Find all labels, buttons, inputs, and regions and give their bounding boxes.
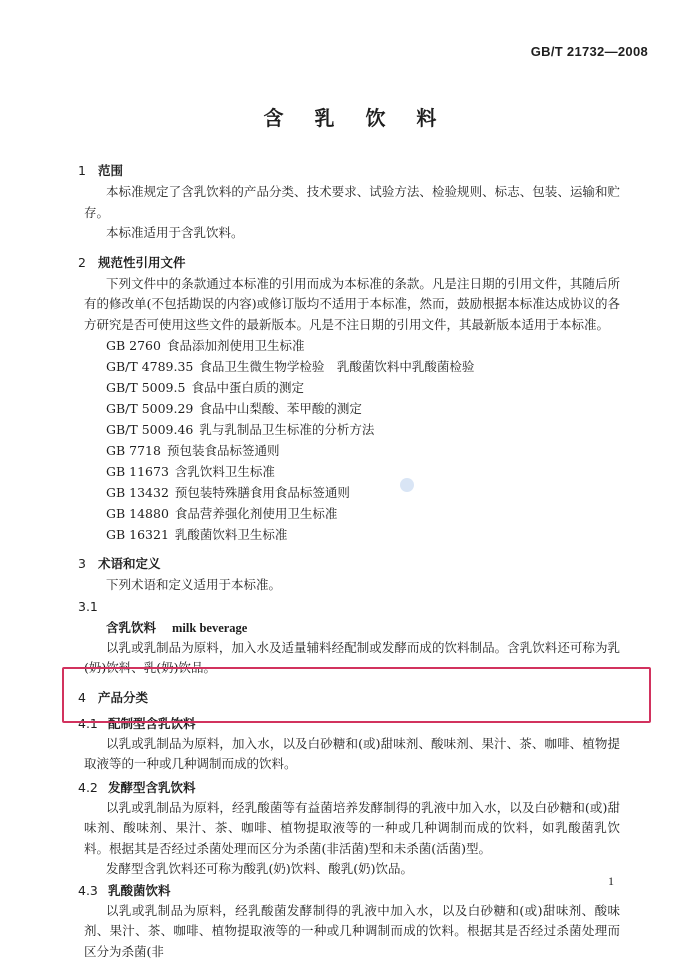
section-number: 1 bbox=[78, 160, 98, 182]
scope-paragraph: 本标准规定了含乳饮料的产品分类、技术要求、试验方法、检验规则、标志、包装、运输和贮存。 bbox=[84, 182, 620, 223]
reference-item bbox=[84, 461, 620, 482]
reference-title: 预包装特殊膳食用食品标签通则 bbox=[175, 485, 350, 500]
reference-title: 食品添加剂使用卫生标准 bbox=[167, 338, 305, 353]
normative-intro: 下列文件中的条款通过本标准的引用而成为本标准的条款。凡是注日期的引用文件，其随后所有的修改单(不包括勘误的内容)或修订版均不适用于本标准，然而，鼓励根据本标准达成协议的各方研究是否可使用这些文件的最新版本。凡是不注日期的引用文件，其最新版本适用于本标准。 bbox=[84, 274, 620, 336]
term-entry bbox=[84, 617, 620, 638]
document-body bbox=[84, 160, 620, 962]
terms-intro: 下列术语和定义适用于本标准。 bbox=[84, 575, 620, 596]
subsection-number: 4.1 bbox=[78, 713, 108, 734]
reference-code: GB 11673 bbox=[106, 461, 175, 482]
document-title: 含 乳 饮 料 bbox=[0, 102, 700, 131]
section-title: 规范性引用文件 bbox=[98, 255, 186, 270]
term-english: milk beverage bbox=[172, 621, 247, 635]
watermark-logo-icon bbox=[400, 478, 414, 492]
reference-item bbox=[84, 482, 620, 503]
reference-code: GB/T 5009.5 bbox=[106, 377, 191, 398]
reference-code: GB/T 5009.46 bbox=[106, 419, 199, 440]
section-number: 4 bbox=[78, 687, 98, 709]
reference-item bbox=[84, 503, 620, 524]
reference-code: GB/T 4789.35 bbox=[106, 356, 199, 377]
reference-code: GB 7718 bbox=[106, 440, 167, 461]
scope-paragraph: 本标准适用于含乳饮料。 bbox=[84, 223, 620, 244]
subsection-heading-4-3 bbox=[78, 880, 620, 901]
subsection-paragraph: 以乳或乳制品为原料，经乳酸菌发酵制得的乳液中加入水，以及白砂糖和(或)甜味剂、酸味剂、果汁、茶、咖啡、植物提取液等的一种或几种调制而成的饮料。根据其是否经过杀菌处理而区分为杀菌(非 bbox=[84, 901, 620, 962]
reference-item bbox=[84, 377, 620, 398]
subsection-paragraph: 以乳或乳制品为原料，加入水，以及白砂糖和(或)甜味剂、酸味剂、果汁、茶、咖啡、植物提取液等的一种或几种调制而成的饮料。 bbox=[84, 734, 620, 775]
reference-title: 食品中山梨酸、苯甲酸的测定 bbox=[199, 401, 362, 416]
subsection-title: 乳酸菌饮料 bbox=[108, 883, 171, 898]
subsection-title: 发酵型含乳饮料 bbox=[108, 780, 196, 795]
reference-item bbox=[84, 419, 620, 440]
term-definition: 以乳或乳制品为原料，加入水及适量辅料经配制或发酵而成的饮料制品。含乳饮料还可称为乳(奶)饮料、乳(奶)饮品。 bbox=[84, 638, 620, 679]
reference-item bbox=[84, 440, 620, 461]
subsection-number: 4.3 bbox=[78, 880, 108, 901]
reference-code: GB/T 5009.29 bbox=[106, 398, 199, 419]
reference-code: GB 16321 bbox=[106, 524, 175, 545]
section-number: 3 bbox=[78, 553, 98, 575]
reference-title: 乳酸菌饮料卫生标准 bbox=[175, 527, 288, 542]
subsection-number: 3.1 bbox=[78, 596, 620, 617]
page-number: 1 bbox=[608, 874, 614, 889]
reference-title: 乳与乳制品卫生标准的分析方法 bbox=[199, 422, 374, 437]
section-title: 产品分类 bbox=[98, 690, 148, 705]
reference-title: 预包装食品标签通则 bbox=[167, 443, 280, 458]
standard-code: GB/T 21732—2008 bbox=[531, 44, 648, 59]
reference-code: GB 13432 bbox=[106, 482, 175, 503]
section-heading-normative bbox=[78, 252, 620, 274]
reference-item bbox=[84, 524, 620, 545]
reference-code: GB 2760 bbox=[106, 335, 167, 356]
section-title: 范围 bbox=[98, 163, 123, 178]
highlight-annotation-box bbox=[62, 667, 651, 723]
reference-item bbox=[84, 398, 620, 419]
term-chinese: 含乳饮料 bbox=[106, 620, 156, 635]
reference-title: 食品中蛋白质的测定 bbox=[191, 380, 304, 395]
subsection-title: 配制型含乳饮料 bbox=[108, 716, 196, 731]
section-heading-terms bbox=[78, 553, 620, 575]
section-number: 2 bbox=[78, 252, 98, 274]
subsection-paragraph: 发酵型含乳饮料还可称为酸乳(奶)饮料、酸乳(奶)饮品。 bbox=[84, 859, 620, 880]
reference-item bbox=[84, 335, 620, 356]
subsection-paragraph: 以乳或乳制品为原料，经乳酸菌等有益菌培养发酵制得的乳液中加入水，以及白砂糖和(或)甜味剂、酸味剂、果汁、茶、咖啡、植物提取液等的一种或几种调制而成的饮料，如乳酸菌乳饮料。根据其是否经过杀菌处理而区分为杀菌(非活菌)型和未杀菌(活菌)型。 bbox=[84, 798, 620, 860]
section-heading-scope bbox=[78, 160, 620, 182]
section-title: 术语和定义 bbox=[98, 556, 161, 571]
reference-title: 含乳饮料卫生标准 bbox=[175, 464, 275, 479]
reference-item bbox=[84, 356, 620, 377]
subsection-number: 4.2 bbox=[78, 777, 108, 798]
reference-title: 食品营养强化剂使用卫生标准 bbox=[175, 506, 338, 521]
subsection-heading-4-2 bbox=[78, 777, 620, 798]
reference-code: GB 14880 bbox=[106, 503, 175, 524]
reference-title: 食品卫生微生物学检验 乳酸菌饮料中乳酸菌检验 bbox=[199, 359, 474, 374]
